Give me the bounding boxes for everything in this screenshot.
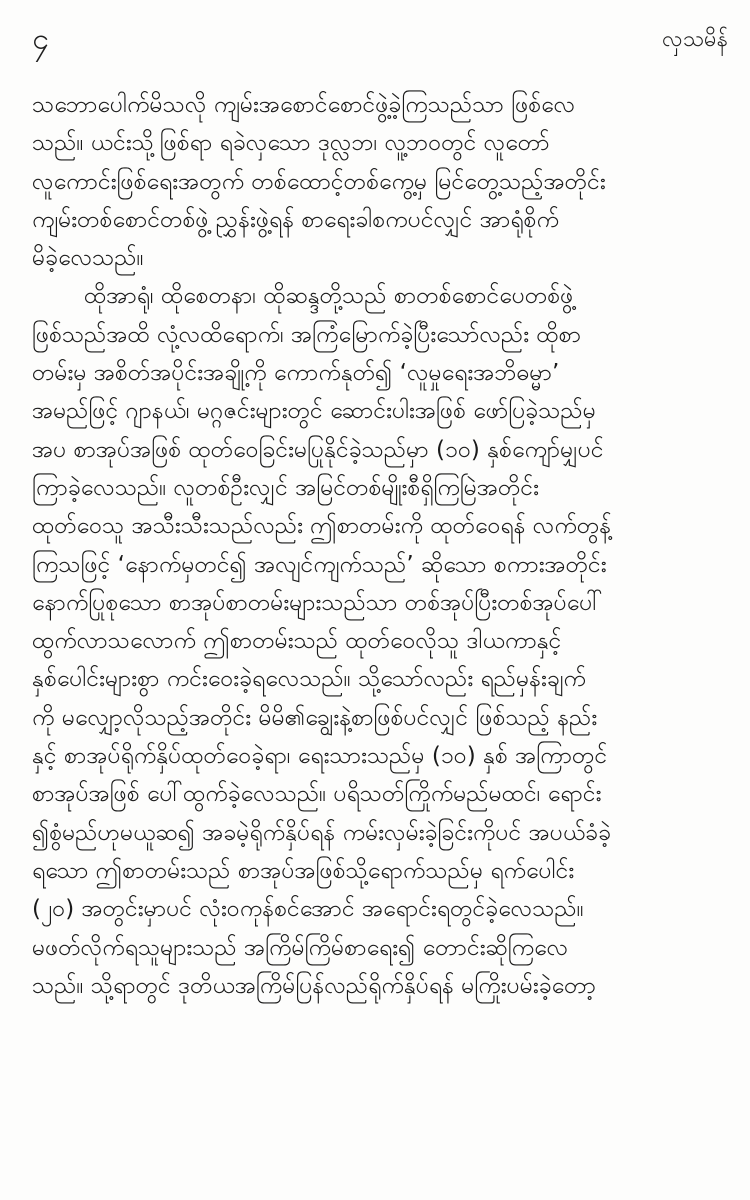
paragraph-start-line: ထိုအာရုံ၊ ထိုစေတနာ၊ ထိုဆန္ဒတို့သည် စာတစ်စောင်ပေတစ်ဖွဲ့ xyxy=(84,283,574,310)
text-line: ၍စွံမည်ဟုမယူဆ၍ အခမဲ့ရိုက်နှိပ်ရန် ကမ်းလှမ်းခဲ့ခြင်းကိုပင် အပယ်ခံခဲ့ xyxy=(32,819,612,846)
text-line: ဖြစ်သည်အထိ လုံ့လထိရောက်၊ အကြံမြောက်ခဲ့ပြီးသော်လည်း ထိုစာ xyxy=(32,321,582,348)
text-line: သဘောပေါက်မိသလို ကျမ်းအစောင်စောင်ဖွဲ့ခဲ့ကြသည်သာ ဖြစ်လေ xyxy=(32,92,576,118)
text-line: ကို မလျှော့လိုသည့်အတိုင်း မိမိ၏ချွေးနဲ့စာဖြစ်ပင်လျှင် ဖြစ်သည့် နည်း xyxy=(32,704,598,731)
running-head xyxy=(32,20,728,64)
page-number: ၄ xyxy=(32,22,49,57)
text-line: အမည်ဖြင့် ဂျာနယ်၊ မဂ္ဂဇင်းများတွင် ဆောင်းပါးအဖြစ် ဖော်ပြခဲ့သည်မှ xyxy=(32,398,596,425)
text-line: နှစ်ပေါင်းများစွာ ကင်းဝေးခဲ့ရလေသည်။ သို့သော်လည်း ရည်မှန်းချက် xyxy=(32,666,586,693)
text-line: ကြာခဲ့လေသည်။ လူတစ်ဦးလျှင် အမြင်တစ်မျိုးစီရှိကြမြဲအတိုင်း xyxy=(32,474,539,501)
text-line: (၂၀) အတွင်းမှာပင် လုံးဝကုန်စင်အောင် အရောင်းရတွင်ခဲ့လေသည်။ xyxy=(32,896,584,923)
text-line: ကျမ်းတစ်စောင်တစ်ဖွဲ့ ညွှန်းဖွဲ့ရန် စာရေးခါစကပင်လျှင် အာရုံစိုက် xyxy=(32,206,559,233)
text-line: ထွက်လာသလောက် ဤစာတမ်းသည် ထုတ်ဝေလိုသူ ဒါယကာနှင့် xyxy=(32,628,562,655)
text-line: အပ စာအုပ်အဖြစ် ထုတ်ဝေခြင်းမပြုနိုင်ခဲ့သည်မှာ (၁၀) နှစ်ကျော်မျှပင် xyxy=(32,436,604,463)
text-line: မိခဲ့လေသည်။ xyxy=(32,245,144,272)
text-line: ထုတ်ဝေသူ အသီးသီးသည်လည်း ဤစာတမ်းကို ထုတ်ဝေရန် လက်တွန့် xyxy=(32,513,612,540)
text-line: နှင့် စာအုပ်ရိုက်နှိပ်ထုတ်ဝေခဲ့ရာ၊ ရေးသားသည်မှ (၁၀) နှစ် အကြာတွင် xyxy=(32,743,608,770)
text-line: လူကောင်းဖြစ်ရေးအတွက် တစ်ထောင့်တစ်ကွေ့မှ မြင်တွေ့သည့်အတိုင်း xyxy=(32,168,606,195)
text-line: ကြသဖြင့် ‘နောက်မှတင်၍ အလျင်ကျက်သည်’ ဆိုသော စကားအတိုင်း xyxy=(32,551,607,578)
text-line: သည်။ ယင်းသို့ဖြစ်ရာ ရခဲလှသော ဒုလ္လဘ၊ လူ့ဘဝတွင် လူတော် xyxy=(32,130,550,157)
text-line: ရသော ဤစာတမ်းသည် စာအုပ်အဖြစ်သို့ရောက်သည်မှ ရက်ပေါင်း xyxy=(32,857,575,884)
text-line: စာအုပ်အဖြစ် ပေါ်ထွက်ခဲ့လေသည်။ ပရိသတ်ကြိုက်မည်မထင်၊ ရောင်း xyxy=(32,781,602,808)
text-line: နောက်ပြုစုသော စာအုပ်စာတမ်းများသည်သာ တစ်အုပ်ပြီးတစ်အုပ်ပေါ် xyxy=(32,589,603,616)
text-line: မဖတ်လိုက်ရသူများသည် အကြိမ်ကြိမ်စာရေး၍ တောင်းဆိုကြလေ xyxy=(32,934,569,961)
body-text xyxy=(32,86,736,1005)
text-line: သည်။ သို့ရာတွင် ဒုတိယအကြိမ်ပြန်လည်ရိုက်နှိပ်ရန် မကြိုးပမ်းခဲ့တော့ xyxy=(32,972,596,999)
text-line: တမ်းမှ အစိတ်အပိုင်းအချို့ကို ကောက်နုတ်၍ ‘လူမှုရေးအဘိဓမ္မာ’ xyxy=(32,360,560,387)
running-title: လှသမိန် xyxy=(662,27,728,52)
